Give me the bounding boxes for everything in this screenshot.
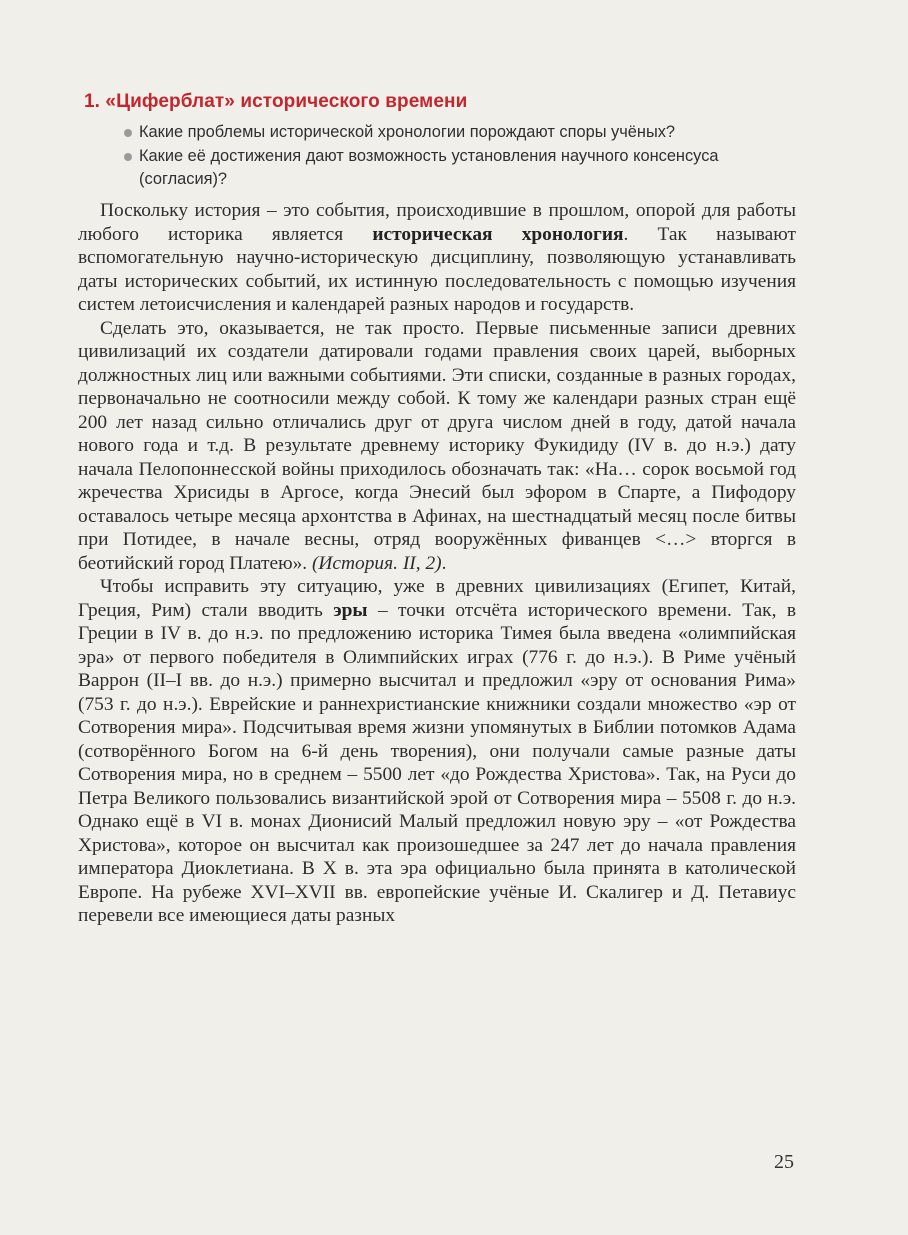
key-term: историческая хронология [372, 223, 624, 245]
question-text: Какие её достижения дают возможность установления научного консенсуса (согласия)? [139, 146, 719, 188]
paragraph [78, 317, 796, 576]
page-number: 25 [774, 1151, 794, 1173]
body-text [78, 199, 796, 928]
paragraph [78, 575, 796, 928]
paragraph-text: Поскольку история – это события, происходившие в прошлом, опорой для работы любого историка является [78, 200, 796, 245]
question-item [124, 121, 804, 145]
paragraph-text: Чтобы исправить эту ситуацию, уже в древних цивилизациях (Египет, Китай, Греция, Рим) стали вводить [78, 576, 796, 621]
review-questions [124, 121, 804, 192]
bullet-icon [124, 129, 132, 137]
question-text: Какие проблемы исторической хронологии порождают споры учёных? [139, 123, 676, 141]
paragraph-text: Сделать это, оказывается, не так просто. Первые письменные записи древних цивилизаций их создатели датировали годами правления своих царей, выборных должностных лиц или важными событиями. Эти списки, созданные в разных городах, первоначально не соотносили между собой. К тому же календари разных стран ещё 200 лет назад сильно отличались друг от друга числом дней в году, датой начала нового года и т.д. В результате древнему историку Фукидиду (IV в. до н.э.) дату начала Пелопоннесской войны приходилось обозначать так: «На… сорок восьмой год жречества Хрисиды в Аргосе, когда Энесий был эфором в Спарте, а Пифодору оставалось четыре месяца архонтства в Афинах, на шестнадцатый месяц после битвы при Потидее, в начале весны, отряд вооружённых фиванцев <…> вторгся в беотийский город Платею». [78, 317, 796, 574]
paragraph-text: – точки отсчёта исторического времени. Так, в Греции в IV в. до н.э. по предложению историка Тимея была введена «олимпийская эра» от первого победителя в Олимпийских играх (776 г. до н.э.). В Риме учёный Варрон (II–I вв. до н.э.) примерно высчитал и предложил «эру от основания Рима» (753 г. до н.э.). Еврейские и раннехристианские книжники создали множество «эр от Сотворения мира». Подсчитывая время жизни упомянутых в Библии потомков Адама (сотворённого Богом на 6-й день творения), они получали самые разные даты Сотворения мира, но в среднем – 5500 лет «до Рождества Христова». Так, на Руси до Петра Великого пользовались византийской эрой от Сотворения мира – 5508 г. до н.э. Однако ещё в VI в. монах Дионисий Малый предложил новую эру – «от Рождества Христова», которое он высчитал как произошедшее за 247 лет до начала правления императора Диоклетиана. В X в. эта эра официально была принята в католической Европе. На рубеже XVI–XVII вв. европейские учёные И. Скалигер и Д. Петавиус перевели все имеющиеся даты разных [78, 599, 796, 926]
question-item [124, 145, 804, 192]
paragraph [78, 199, 796, 317]
paragraph-text: . Так называют вспомогательную научно-историческую дисциплину, позволяющую устанавливать даты исторических событий, их истинную последовательность с помощью изучения систем летоисчисления и календарей разных народов и государств. [78, 223, 796, 315]
paragraph-text: . [441, 552, 447, 574]
source-citation: (История. II, 2) [311, 552, 442, 574]
bullet-icon [124, 153, 132, 161]
key-term: эры [333, 599, 368, 621]
section-title: 1. «Циферблат» исторического времени [84, 91, 468, 112]
